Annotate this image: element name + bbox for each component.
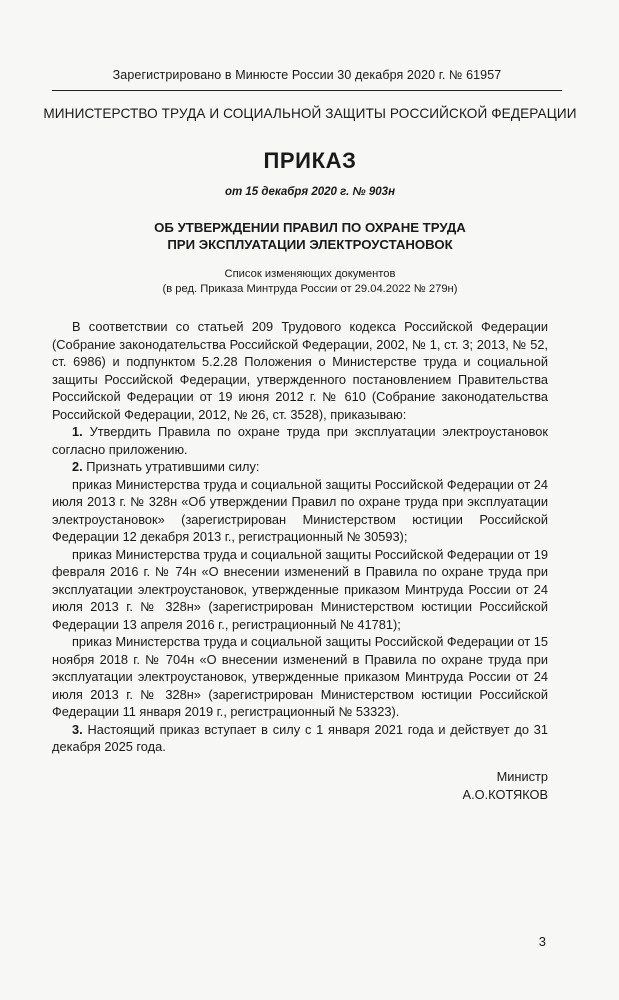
item-2 [52,458,548,476]
item-2-text: Признать утратившими силу: [82,459,260,474]
signatory-position: Министр [496,769,548,784]
changes-list [40,267,580,297]
signatory-name: А.О.КОТЯКОВ [462,786,548,802]
subject-line-1: ОБ УТВЕРЖДЕНИИ ПРАВИЛ ПО ОХРАНЕ ТРУДА [154,220,466,235]
changes-reference: (в ред. Приказа Минтруда России от 29.04.2022 № 279н) [162,283,458,295]
registration-divider [52,90,562,91]
registration-note: Зарегистрировано в Минюсте России 30 декабря 2020 г. № 61957 [112,68,502,82]
item-3 [52,721,548,756]
document-subject [40,219,580,253]
subject-line-2: ПРИ ЭКСПЛУАТАЦИИ ЭЛЕКТРОУСТАНОВОК [167,237,453,252]
page-number: 3 [538,934,546,949]
item-2-number: 2. [72,459,83,474]
changes-heading: Список изменяющих документов [224,268,396,280]
document-date: от 15 декабря 2020 г. № 903н [224,186,396,198]
item-3-number: 3. [72,721,83,737]
item-3-text: Настоящий приказ вступает в силу с 1 января 2021 года и действует до 31 декабря 2025 года. [52,721,548,754]
ministry-name: МИНИСТЕРСТВО ТРУДА И СОЦИАЛЬНОЙ ЗАЩИТЫ РОССИЙСКОЙ ФЕДЕРАЦИИ [43,106,577,121]
document-title: ПРИКАЗ [263,148,357,173]
intro-paragraph: В соответствии со статьей 209 Трудового кодекса Российской Федерации (Собрание законодательства Российской Федерации, 2002, № 1, ст. 3; 2013, № 52, ст. 6986) и подпунктом 5.2.28 Положения о Министерстве труда и социальной защиты Российской Федерации, утвержденного постановлением Правительства Российской Федерации от 19 июня 2012 г. № 610 (Собрание законодательства Российской Федерации, 2012, № 26, ст. 3528), приказываю: [52,319,548,422]
repealed-order-2: приказ Министерства труда и социальной защиты Российской Федерации от 19 февраля 2016 г. № 74н «О внесении изменений в Правила по охране труда при эксплуатации электроустановок, утвержденные приказом Минтруда России от 24 июля 2013 г. № 328н» (зарегистрирован Министерством юстиции Российской Федерации 13 апреля 2016 г., регистрационный № 41781); [52,546,548,632]
document-body [52,318,548,756]
item-1-text: Утвердить Правила по охране труда при эксплуатации электроустановок согласно приложению. [52,424,548,457]
repealed-order-1: приказ Министерства труда и социальной защиты Российской Федерации от 24 июля 2013 г. № 328н «Об утверждении Правил по охране труда при эксплуатации электроустановок» (зарегистрирован Министерством юстиции Российской Федерации 12 декабря 2013 г., регистрационный № 30593); [52,476,548,544]
item-1-number: 1. [72,424,83,439]
repealed-order-3: приказ Министерства труда и социальной защиты Российской Федерации от 15 ноября 2018 г. № 704н «О внесении изменений в Правила по охране труда при эксплуатации электроустановок, утвержденные приказом Минтруда России от 24 июля 2013 г. № 328н» (зарегистрирован Министерством юстиции Российской Федерации 11 января 2019 г., регистрационный № 53323). [52,634,548,719]
signature-block [463,768,548,803]
item-1 [52,423,548,458]
